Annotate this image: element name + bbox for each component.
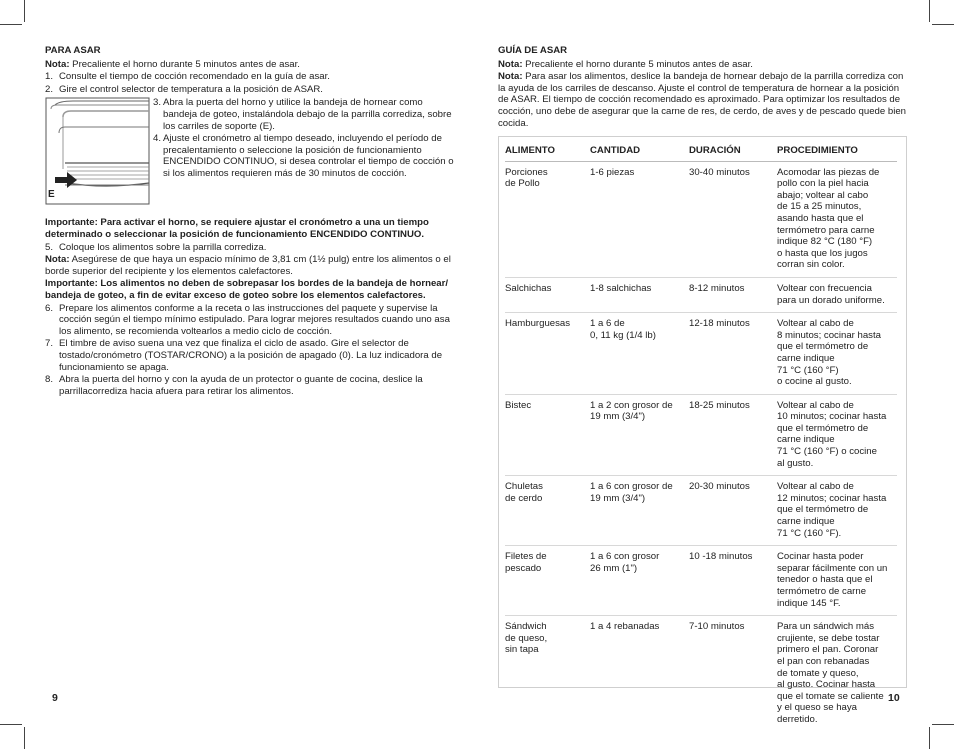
table-cell: 1 a 4 rebanadas <box>590 621 660 633</box>
crop-mark <box>929 0 930 22</box>
page-number: 9 <box>52 692 58 704</box>
table-row <box>505 546 897 616</box>
table-cell: Salchichas <box>505 277 590 312</box>
list-item: 7. El timbre de aviso suena una vez que finaliza el ciclo de asado. Gire el selector de tostado/cronómetro (TOSTAR/CRONO) a la posición de apagado (0). La luz indicadora de funcionamiento se apaga. <box>45 338 443 373</box>
table-cell: Voltear al cabo de 10 minutos; cocinar hasta que el termómetro de carne indique 71 °C (160 °F) o cocine al gusto. <box>777 394 897 476</box>
table-cell: Porciones de Pollo <box>505 161 590 277</box>
figure-label: E <box>48 189 55 201</box>
crop-mark <box>0 724 22 725</box>
crop-mark <box>932 24 954 25</box>
list-item: 2. Gire el control selector de temperatura a la posición de ASAR. <box>45 83 323 95</box>
table-cell: 20-30 minutos <box>689 476 777 546</box>
table-cell: 1-8 salchichas <box>590 277 689 312</box>
table-cell: Voltear al cabo de 8 minutos; cocinar hasta que el termómetro de carne indique 71 °C (160 °F) o cocine al gusto. <box>777 313 897 395</box>
right-page <box>498 45 908 130</box>
crop-mark <box>0 24 22 25</box>
table-cell: Hamburguesas <box>505 313 590 395</box>
page-number: 10 <box>888 692 900 704</box>
column-header: DURACIÓN <box>689 145 777 161</box>
section-heading: PARA ASAR <box>45 45 101 56</box>
column-header: ALIMENTO <box>505 145 590 161</box>
table-cell: 7-10 minutos <box>689 621 745 633</box>
column-header: PROCEDIMIENTO <box>777 145 897 161</box>
crop-mark <box>24 0 25 22</box>
list-item: 5. Coloque los alimentos sobre la parrilla corrediza. <box>45 241 267 253</box>
list-item: 3. Abra la puerta del horno y utilice la bandeja de hornear como bandeja de goteo, instalándola debajo de la parrilla corrediza, sobre los carriles de soporte (E). <box>153 97 452 132</box>
section-heading: GUÍA DE ASAR <box>498 45 568 56</box>
note: Nota: Precaliente el horno durante 5 minutos antes de asar. <box>45 58 300 70</box>
crop-mark <box>932 724 954 725</box>
table-cell: 30-40 minutos <box>689 161 777 277</box>
table-cell: Bistec <box>505 394 590 476</box>
oven-illustration <box>45 97 150 205</box>
table-cell: Para un sándwich más crujiente, se debe tostar primero el pan. Coronar el pan con rebanadas de tomate y queso, al gusto. Cocinar hasta que el tomate se caliente y el queso se haya derretido. <box>777 621 884 725</box>
table-row <box>505 394 897 476</box>
list-item: 6. Prepare los alimentos conforme a la receta o las instrucciones del paquete y supervise la cocción según el tiempo mínimo estipulado. Para lograr mejores resultados cuando uno asa los alimento, se recomienda voltearlos a medio ciclo de cocción. <box>45 302 450 337</box>
important-note: Importante: Para activar el horno, se requiere ajustar el cronómetro a una un tiempo determinado o seleccionar la posición de funcionamiento ENCENDIDO CONTINUO. <box>45 217 429 240</box>
table-cell: 8-12 minutos <box>689 277 777 312</box>
broil-guide-table <box>505 145 897 732</box>
table-cell: Chuletas de cerdo <box>505 476 590 546</box>
list-item: 4. Ajuste el cronómetro al tiempo deseado, incluyendo el período de precalentamiento o seleccione la posición de funcionamiento ENCENDIDO CONTINUO, si desea controlar el tiempo de cocción o si los alimentos requieren más de 30 minutos de cocción. <box>153 133 454 179</box>
table-cell: Sándwich de queso, sin tapa <box>505 621 548 656</box>
table-row <box>505 476 897 546</box>
table-header-row <box>505 145 897 161</box>
note: Nota: Precaliente el horno durante 5 minutos antes de asar. <box>498 58 753 70</box>
table-cell: Filetes de pescado <box>505 546 590 616</box>
table-row <box>505 277 897 312</box>
list-item: 1. Consulte el tiempo de cocción recomendado en la guía de asar. <box>45 71 330 83</box>
column-header: CANTIDAD <box>590 145 689 161</box>
crop-mark <box>24 727 25 749</box>
table-cell: 1 a 2 con grosor de 19 mm (3/4") <box>590 394 689 476</box>
broil-guide-table-frame <box>498 136 907 725</box>
table-row <box>505 313 897 395</box>
note: Nota: Asegúrese de que haya un espacio mínimo de 3,81 cm (1½ pulg) entre los alimentos o el borde superior del recipiente y los elementos calefactores. <box>45 254 451 277</box>
table-cell: 1 a 6 de 0, 11 kg (1/4 lb) <box>590 313 689 395</box>
table-cell: Voltear con frecuencia para un dorado uniforme. <box>777 277 897 312</box>
table-cell: 10 -18 minutos <box>689 546 777 616</box>
table-cell: Acomodar las piezas de pollo con la piel hacia abajo; voltear al cabo de 15 a 25 minutos, asando hasta que el termómetro para carne indique 82 °C (180 °F) o hasta que los jugos corran sin color. <box>777 161 897 277</box>
table-cell: 18-25 minutos <box>689 394 777 476</box>
figure-steps <box>150 97 455 205</box>
oven-diagram-icon <box>45 97 150 205</box>
table-cell: 1 a 6 con grosor 26 mm (1") <box>590 546 689 616</box>
table-row <box>505 616 897 732</box>
important-note: Importante: Los alimentos no deben de sobrepasar los bordes de la bandeja de hornear/ bandeja de goteo, a fin de evitar exceso de goteo sobre los elementos calefactores. <box>45 278 449 301</box>
table-cell: Voltear al cabo de 12 minutos; cocinar hasta que el termómetro de carne indique 71 °C (160 °F). <box>777 476 897 546</box>
left-page <box>45 45 455 398</box>
table-cell: 1-6 piezas <box>590 161 689 277</box>
list-item: 8. Abra la puerta del horno y con la ayuda de un protector o guante de cocina, deslice la parrillacorrediza hacia afuera para retirar los alimentos. <box>45 374 423 397</box>
table-cell: 12-18 minutos <box>689 313 777 395</box>
note: Nota: Para asar los alimentos, deslice la bandeja de hornear debajo de la parrilla corrediza con la ayuda de los carriles de descanso. Ajuste el control de temperatura de hornear a la posición de ASAR. El tiempo de cocción recomendado es aproximado. Para optimizar los resultados de cocción, uno debe de asegurar que la carne de res, de cerdo, de aves y de pescado quede bien cocida. <box>498 71 907 129</box>
figure-row <box>45 97 455 205</box>
crop-mark <box>929 727 930 749</box>
table-row <box>505 161 897 277</box>
table-cell: Cocinar hasta poder separar fácilmente con un tenedor o hasta que el termómetro de carne indique 145 °F. <box>777 546 897 616</box>
table-cell: 1 a 6 con grosor de 19 mm (3/4") <box>590 476 689 546</box>
